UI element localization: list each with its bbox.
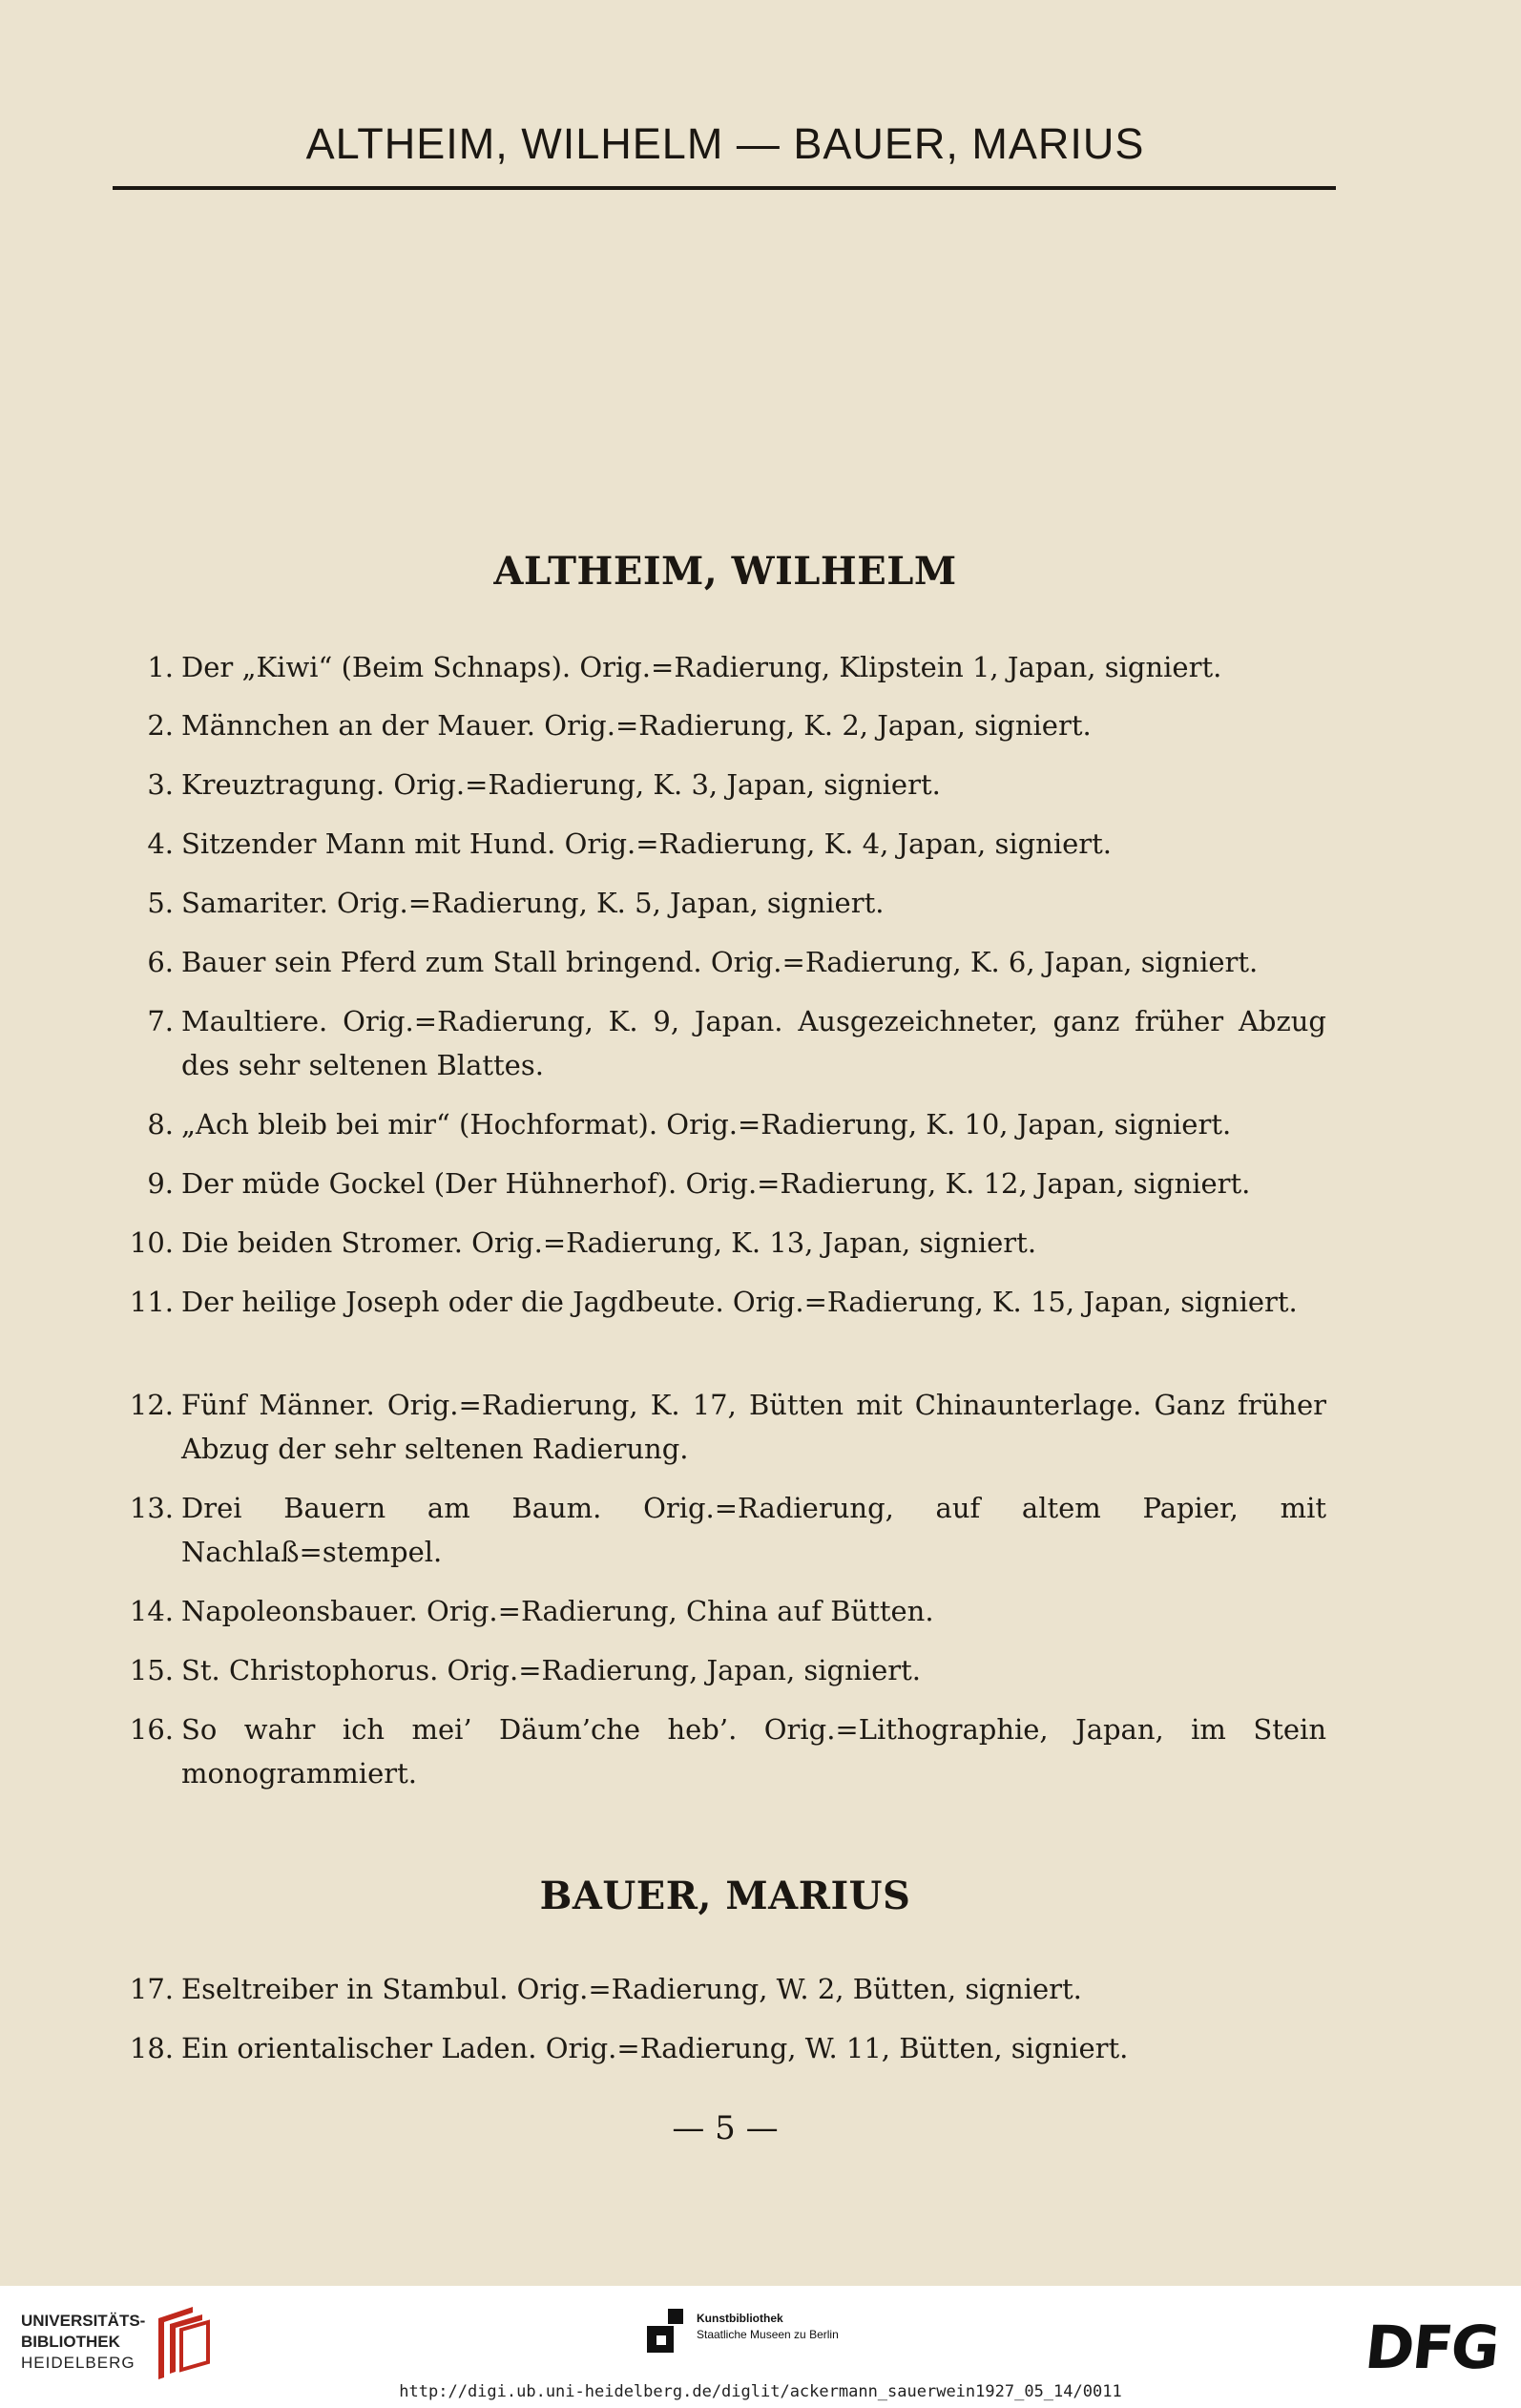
running-head: ALTHEIM, WILHELM — BAUER, MARIUS bbox=[305, 119, 1145, 168]
catalog-entry bbox=[110, 1486, 1336, 1574]
entry-text: „Ach bleib bei mir“ (Hochformat). Orig.=Radierung, K. 10, Japan, signiert. bbox=[181, 1108, 1232, 1141]
entry-number: 4. bbox=[147, 827, 174, 860]
entry-number: 13. bbox=[129, 1492, 174, 1524]
catalog-entry bbox=[110, 999, 1336, 1087]
ub-line1: UNIVERSITÄTS- bbox=[21, 2312, 146, 2330]
entry-text: Eseltreiber in Stambul. Orig.=Radierung, W. 2, Bütten, signiert. bbox=[181, 1973, 1082, 2005]
entry-number: 16. bbox=[129, 1713, 174, 1746]
catalog-entry bbox=[110, 1589, 1336, 1633]
ub-heidelberg-logo[interactable] bbox=[21, 2305, 221, 2381]
ub-logo-text bbox=[21, 2311, 145, 2374]
page-number: — 5 — bbox=[672, 2109, 779, 2147]
catalog-entry bbox=[110, 1967, 1336, 2011]
catalog-entry bbox=[110, 1162, 1336, 1205]
entry-number: 3. bbox=[147, 768, 174, 801]
entry-text: Drei Bauern am Baum. Orig.=Radierung, auf altem Papier, mit Nachlaß=stempel. bbox=[181, 1492, 1326, 1568]
entry-text: Der heilige Joseph oder die Jagdbeute. Orig.=Radierung, K. 15, Japan, signiert. bbox=[181, 1286, 1298, 1318]
entry-number: 18. bbox=[129, 2032, 174, 2064]
entry-number: 1. bbox=[147, 651, 174, 683]
ub-line2: BIBLIOTHEK bbox=[21, 2333, 120, 2351]
dfg-logo[interactable]: DFG bbox=[1362, 2313, 1502, 2382]
catalog-entry bbox=[110, 703, 1336, 747]
entry-text: Sitzender Mann mit Hund. Orig.=Radierung, K. 4, Japan, signiert. bbox=[181, 827, 1113, 860]
entry-number: 11. bbox=[129, 1286, 174, 1318]
permalink-url[interactable]: http://digi.ub.uni-heidelberg.de/diglit/ackermann_sauerwein1927_05_14/0011 bbox=[399, 2382, 1122, 2401]
entry-text: Napoleonsbauer. Orig.=Radierung, China auf Bütten. bbox=[181, 1595, 934, 1627]
entry-text: Fünf Männer. Orig.=Radierung, K. 17, Bütten mit Chinaunterlage. Ganz früher Abzug der sehr seltenen Radierung. bbox=[181, 1389, 1326, 1465]
catalog-entry bbox=[110, 1102, 1336, 1146]
header-rule bbox=[113, 186, 1336, 190]
catalog-entry bbox=[110, 1383, 1336, 1471]
smb-emblem-icon bbox=[647, 2309, 687, 2353]
kb-line1: Kunstbibliothek bbox=[697, 2312, 783, 2325]
kunstbibliothek-text bbox=[697, 2311, 839, 2343]
entry-number: 10. bbox=[129, 1226, 174, 1259]
section-title-bauer: BAUER, MARIUS bbox=[539, 1874, 911, 1918]
entry-text: Der „Kiwi“ (Beim Schnaps). Orig.=Radierung, Klipstein 1, Japan, signiert. bbox=[181, 651, 1222, 683]
kb-line2: Staatliche Museen zu Berlin bbox=[697, 2328, 839, 2341]
catalog-entry bbox=[110, 645, 1336, 689]
catalog-entry bbox=[110, 2026, 1336, 2070]
entry-text: Maultiere. Orig.=Radierung, K. 9, Japan. Ausgezeichneter, ganz früher Abzug des sehr seltenen Blattes. bbox=[181, 1005, 1326, 1081]
catalog-entry bbox=[110, 822, 1336, 866]
entry-text: Kreuztragung. Orig.=Radierung, K. 3, Japan, signiert. bbox=[181, 768, 941, 801]
entry-number: 2. bbox=[147, 709, 174, 742]
entry-text: St. Christophorus. Orig.=Radierung, Japan, signiert. bbox=[181, 1654, 921, 1686]
ub-emblem-icon bbox=[155, 2305, 212, 2383]
ub-line3: HEIDELBERG bbox=[21, 2354, 135, 2372]
entry-number: 6. bbox=[147, 946, 174, 978]
entry-text: Samariter. Orig.=Radierung, K. 5, Japan, signiert. bbox=[181, 887, 885, 919]
entry-number: 17. bbox=[129, 1973, 174, 2005]
kunstbibliothek-logo[interactable] bbox=[647, 2309, 895, 2366]
catalog-entry bbox=[110, 1280, 1336, 1324]
catalog-entry bbox=[110, 1648, 1336, 1692]
entry-text: Ein orientalischer Laden. Orig.=Radierung, W. 11, Bütten, signiert. bbox=[181, 2032, 1129, 2064]
entry-number: 5. bbox=[147, 887, 174, 919]
section-title-altheim: ALTHEIM, WILHELM bbox=[493, 549, 957, 594]
entry-text: Bauer sein Pferd zum Stall bringend. Orig.=Radierung, K. 6, Japan, signiert. bbox=[181, 946, 1259, 978]
entry-text: Männchen an der Mauer. Orig.=Radierung, K. 2, Japan, signiert. bbox=[181, 709, 1092, 742]
footer-bar bbox=[0, 2286, 1521, 2408]
entry-number: 12. bbox=[129, 1389, 174, 1421]
entry-number: 8. bbox=[147, 1108, 174, 1141]
entry-number: 9. bbox=[147, 1167, 174, 1200]
entry-text: Die beiden Stromer. Orig.=Radierung, K. 13, Japan, signiert. bbox=[181, 1226, 1037, 1259]
entry-number: 14. bbox=[129, 1595, 174, 1627]
entry-number: 7. bbox=[147, 1005, 174, 1037]
entry-text: Der müde Gockel (Der Hühnerhof). Orig.=Radierung, K. 12, Japan, signiert. bbox=[181, 1167, 1251, 1200]
catalog-entry bbox=[110, 940, 1336, 984]
catalog-entry bbox=[110, 881, 1336, 925]
entry-text: So wahr ich mei’ Däum’che heb’. Orig.=Lithographie, Japan, im Stein monogrammiert. bbox=[181, 1713, 1326, 1790]
catalog-entry bbox=[110, 1221, 1336, 1265]
catalog-entry bbox=[110, 1707, 1336, 1795]
catalog-entry bbox=[110, 763, 1336, 806]
entry-number: 15. bbox=[129, 1654, 174, 1686]
